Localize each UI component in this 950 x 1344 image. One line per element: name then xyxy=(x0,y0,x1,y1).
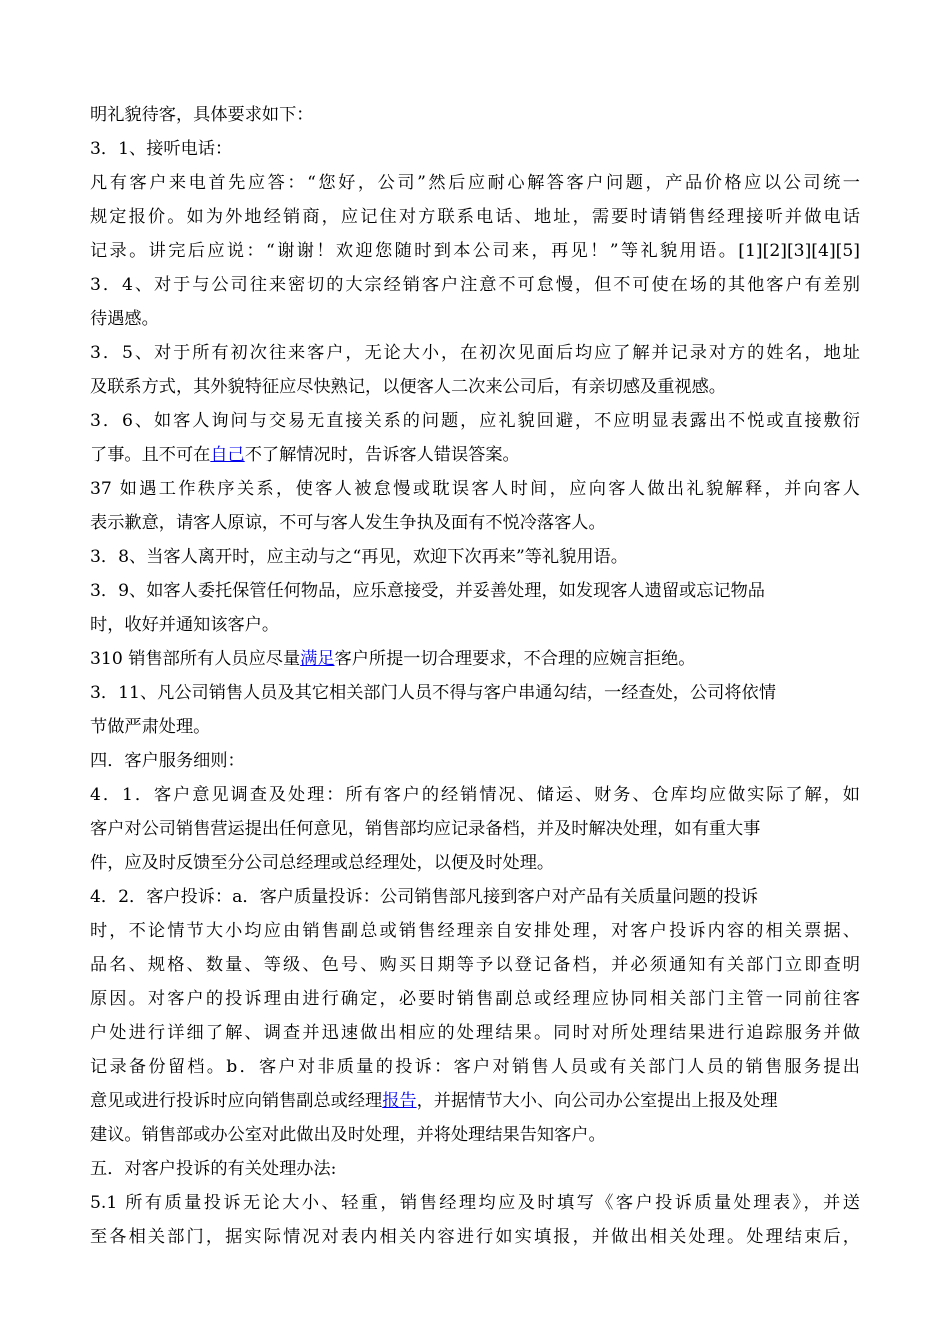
text-line: 原因。对客户的投诉理由进行确定，必要时销售副总或经理应协同相关部门主管一同前往客 xyxy=(90,989,860,1009)
text-segment: 不了解情况时，告诉客人错误答案。 xyxy=(244,445,520,465)
text-line: 件，应及时反馈至分公司总经理或总经理处，以便及时处理。 xyxy=(90,853,555,873)
text-line: 记录备份留档。b．客户对非质量的投诉：客户对销售人员或有关部门人员的销售服务提出 xyxy=(90,1057,860,1077)
text-segment: ，并据情节大小、向公司办公室提出上报及处理 xyxy=(416,1091,778,1111)
text-line: 3．5、对于所有初次往来客户，无论大小，在初次见面后均应了解并记录对方的姓名，地址 xyxy=(90,343,860,363)
text-line: 品名、规格、数量、等级、色号、购买日期等予以登记备档，并必须通知有关部门立即查明 xyxy=(90,955,860,975)
text-line: 待遇感。 xyxy=(90,309,159,329)
text-line: 4．1．客户意见调查及处理：所有客户的经销情况、储运、财务、仓库均应做实际了解，如 xyxy=(90,785,860,805)
document-page xyxy=(90,98,860,1254)
link-manzu[interactable]: 满足 xyxy=(300,649,335,669)
text-segment: 310 销售部所有人员应尽量 xyxy=(90,649,301,669)
text-line: 户处进行详细了解、调查并迅速做出相应的处理结果。同时对所处理结果进行追踪服务并做 xyxy=(90,1023,860,1043)
text-line: 及联系方式，其外貌特征应尽快熟记，以便客人二次来公司后，有亲切感及重视感。 xyxy=(90,377,726,397)
text-line: 5.1 所有质量投诉无论大小、轻重，销售经理均应及时填写《客户投诉质量处理表》，并送 xyxy=(90,1193,860,1213)
text-line: 明礼貌待客，具体要求如下： xyxy=(90,105,314,125)
text-line: 3．6、如客人询问与交易无直接关系的问题，应礼貌回避，不应明显表露出不悦或直接敷衍 xyxy=(90,411,860,431)
text-line-with-link xyxy=(90,438,860,472)
link-ziji[interactable]: 自己 xyxy=(210,445,245,465)
text-line: 规定报价。如为外地经销商，应记住对方联系电话、地址，需要时请销售经理接听并做电话 xyxy=(90,207,860,227)
text-line-with-link xyxy=(90,1084,860,1118)
text-line: 记录。讲完后应说：“谢谢！欢迎您随时到本公司来，再见！”等礼貌用语。[1][2][3][4][5] xyxy=(90,241,860,261)
text-line: 至各相关部门，据实际情况对表内相关内容进行如实填报，并做出相关处理。处理结束后， xyxy=(90,1227,860,1247)
text-line-with-link xyxy=(90,642,860,676)
section-heading: 四．客户服务细则： xyxy=(90,751,245,771)
text-segment: 客户所提一切合理要求，不合理的应婉言拒绝。 xyxy=(334,649,696,669)
text-segment: 了事。且不可在 xyxy=(90,445,211,465)
text-line: 表示歉意，请客人原谅，不可与客人发生争执及面有不悦冷落客人。 xyxy=(90,513,606,533)
text-line: 3．4、对于与公司往来密切的大宗经销客户注意不可怠慢，但不可使在场的其他客户有差别 xyxy=(90,275,860,295)
text-line: 3．11、凡公司销售人员及其它相关部门人员不得与客户串通勾结，一经查处，公司将依情 xyxy=(90,683,776,703)
text-line: 3．8、当客人离开时，应主动与之“再见，欢迎下次再来”等礼貌用语。 xyxy=(90,547,628,567)
text-line: 时，不论情节大小均应由销售副总或销售经理亲自安排处理，对客户投诉内容的相关票据、 xyxy=(90,921,860,941)
text-line: 时，收好并通知该客户。 xyxy=(90,615,280,635)
section-heading: 3．1、接听电话： xyxy=(90,139,233,159)
section-heading: 五．对客户投诉的有关处理办法: xyxy=(90,1159,337,1179)
text-line: 4．2．客户投诉：a．客户质量投诉：公司销售部凡接到客户对产品有关质量问题的投诉 xyxy=(90,887,759,907)
text-line: 凡有客户来电首先应答：“您好，公司”然后应耐心解答客户问题，产品价格应以公司统一 xyxy=(90,173,860,193)
text-segment: 意见或进行投诉时应向销售副总或经理 xyxy=(90,1091,383,1111)
link-baogao[interactable]: 报告 xyxy=(382,1091,417,1111)
text-line: 建议。销售部或办公室对此做出及时处理，并将处理结果告知客户。 xyxy=(90,1125,606,1145)
text-line: 节做严肃处理。 xyxy=(90,717,211,737)
text-line: 37 如遇工作秩序关系，使客人被怠慢或耽误客人时间，应向客人做出礼貌解释，并向客人 xyxy=(90,479,860,499)
text-line: 3．9、如客人委托保管任何物品，应乐意接受，并妥善处理，如发现客人遗留或忘记物品 xyxy=(90,581,765,601)
text-line: 客户对公司销售营运提出任何意见，销售部均应记录备档，并及时解决处理，如有重大事 xyxy=(90,819,761,839)
